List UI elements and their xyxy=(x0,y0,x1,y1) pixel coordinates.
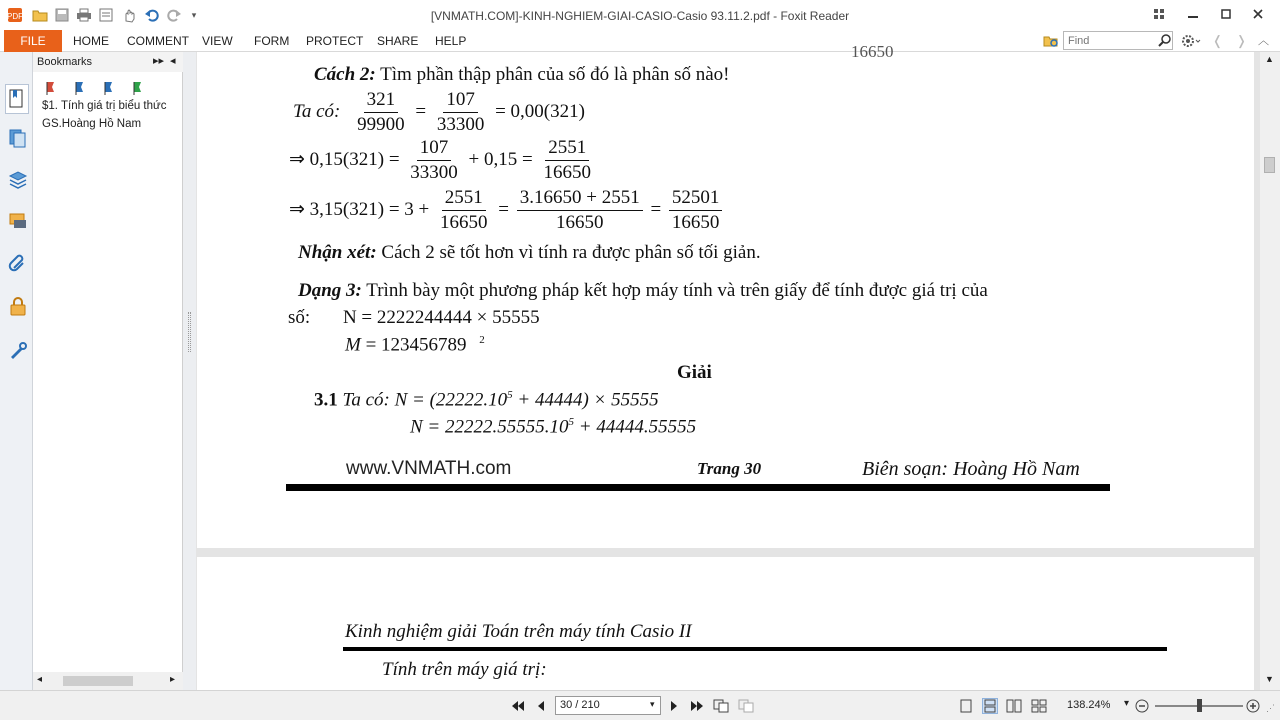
footer-site: www.VNMATH.com xyxy=(346,458,512,479)
first-page-icon[interactable] xyxy=(510,698,526,714)
find-box xyxy=(1063,31,1173,50)
resize-grip-icon[interactable]: ⋰ xyxy=(1266,703,1275,713)
equation-line-1: Ta có: $\frac{321}{99900}$ = $\frac{107}{33300}$ = 0,00(321) xyxy=(293,89,585,135)
find-input[interactable] xyxy=(1064,32,1154,49)
minimize-icon[interactable] xyxy=(1179,4,1207,24)
m-line: M = 123456789 $^2$ xyxy=(345,334,485,356)
single-page-view-icon[interactable] xyxy=(958,698,974,714)
giai-heading: Giải xyxy=(677,362,712,383)
equation-line-2: ⇒ 0,15(321) = $\frac{107}{33300}$ + 0,15 = $\frac{2551}{16650}$ xyxy=(289,137,591,183)
document-view xyxy=(196,42,1260,690)
find-next-icon[interactable]: ❭ xyxy=(1236,33,1247,48)
ribbon-collapse-icon[interactable]: ︿ xyxy=(1258,35,1269,47)
zoom-out-icon[interactable] xyxy=(1134,698,1150,714)
window-title: [VNMATH.COM]-KINH-NGHIEM-GIAI-CASIO-Casio 93.11.2.pdf - Foxit Reader xyxy=(430,9,850,23)
customize-quick-access-icon[interactable]: ▾ xyxy=(191,9,197,20)
restore-ribbon-icon[interactable] xyxy=(1145,4,1173,24)
svg-text:PDF: PDF xyxy=(7,12,23,21)
vertical-scrollbar[interactable] xyxy=(1260,52,1280,690)
comments-panel-icon[interactable] xyxy=(8,212,28,232)
status-bar xyxy=(0,690,1280,720)
partial-text: 16650 xyxy=(851,42,894,61)
scroll-left-icon[interactable]: ◂ xyxy=(37,674,43,685)
hscroll-thumb[interactable] xyxy=(63,676,133,686)
scroll-right-icon[interactable]: ▸ xyxy=(170,674,176,685)
next-page-icon[interactable] xyxy=(666,698,682,714)
bookmarks-title: Bookmarks xyxy=(37,56,93,68)
attachments-panel-icon[interactable] xyxy=(8,254,28,274)
find-previous-icon[interactable]: ❬ xyxy=(1212,33,1223,48)
zoom-level[interactable]: 138.24% xyxy=(1067,699,1111,711)
bookmark-new-icon[interactable] xyxy=(42,79,60,97)
close-icon[interactable] xyxy=(1244,4,1272,24)
continuous-facing-view-icon[interactable] xyxy=(1031,698,1047,714)
next-view-icon[interactable] xyxy=(738,698,754,714)
pdf-page-31 xyxy=(197,557,1254,707)
title-bar xyxy=(0,0,1280,30)
bookmark-expand-icon[interactable] xyxy=(71,79,89,97)
header-rule xyxy=(343,647,1167,651)
continuous-view-icon[interactable] xyxy=(982,698,998,714)
page-dropdown-icon[interactable]: ▾ xyxy=(650,699,655,709)
pdf-page-30 xyxy=(197,42,1254,548)
zoom-in-icon[interactable] xyxy=(1245,698,1261,714)
page-number-value: 30 / 210 xyxy=(560,699,600,711)
expand-panel-icon[interactable]: ▸▸ xyxy=(153,55,165,67)
bookmark-goto-icon[interactable] xyxy=(100,79,118,97)
search-folder-icon[interactable] xyxy=(1043,33,1059,49)
search-icon[interactable] xyxy=(1158,33,1172,47)
footer-rule xyxy=(286,484,1110,491)
scroll-down-icon[interactable]: ▼ xyxy=(1265,674,1274,684)
nhanxet-line: Nhận xét: Cách 2 sẽ tốt hơn vì tính ra được phân số tối giản. xyxy=(298,242,761,263)
zoom-slider-thumb[interactable] xyxy=(1197,699,1202,712)
facing-view-icon[interactable] xyxy=(1006,698,1022,714)
so-line: số: N = 2222244444 × 55555 xyxy=(288,307,540,328)
equation-line-3: ⇒ 3,15(321) = 3 + $\frac{2551}{16650}$ = $\frac{3.16650 + 2551}{16650}$ = $\frac{52501}{16650}$ xyxy=(289,186,725,235)
previous-view-icon[interactable] xyxy=(713,698,729,714)
tab-home[interactable]: HOME xyxy=(73,34,109,48)
tab-form[interactable]: FORM xyxy=(254,34,290,48)
step-3-1-line-1: 3.1 Ta có: $N = (22222.10^5 + 44444) \times 55555$ xyxy=(314,389,659,411)
layers-panel-icon[interactable] xyxy=(8,170,28,190)
bookmarks-panel xyxy=(33,52,183,690)
bookmarks-header xyxy=(33,52,183,72)
signature-tools-icon[interactable] xyxy=(8,340,28,360)
page-header-title: Kinh nghiệm giải Toán trên máy tính Casio II xyxy=(345,621,692,642)
tab-help[interactable]: HELP xyxy=(435,34,467,48)
footer-author: Biên soạn: Hoàng Hồ Nam xyxy=(862,458,1080,480)
pages-panel-icon[interactable] xyxy=(8,128,28,148)
previous-page-icon[interactable] xyxy=(533,698,549,714)
tab-share[interactable]: SHARE xyxy=(377,34,419,48)
tab-protect[interactable]: PROTECT xyxy=(306,34,364,48)
bookmark-item[interactable]: $1. Tính giá trị biểu thức xyxy=(42,100,167,112)
maximize-icon[interactable] xyxy=(1212,4,1240,24)
vscroll-thumb[interactable] xyxy=(1264,157,1275,173)
step-3-1-line-2: $N = 22222.55555.10^5 + 44444.55555$ xyxy=(410,416,697,438)
scroll-up-icon[interactable]: ▲ xyxy=(1265,54,1274,64)
section-subtitle: Tính trên máy giá trị: xyxy=(382,659,547,680)
last-page-icon[interactable] xyxy=(689,698,705,714)
tab-view[interactable]: VIEW xyxy=(202,34,233,48)
page-number-field[interactable] xyxy=(555,696,661,715)
file-menu-button[interactable]: FILE xyxy=(4,30,62,52)
tab-comment[interactable]: COMMENT xyxy=(127,34,189,48)
collapse-panel-icon[interactable]: ◂ xyxy=(170,55,176,67)
zoom-dropdown-icon[interactable]: ▾ xyxy=(1124,698,1130,709)
bookmark-item[interactable]: GS.Hoàng Hồ Nam xyxy=(42,118,142,130)
bookmarks-hscroll[interactable] xyxy=(33,672,183,690)
navigation-panel-strip xyxy=(0,52,33,690)
footer-page-number: Trang 30 xyxy=(697,459,762,478)
cach2-line: Cách 2: Tìm phần thập phân của số đó là phân số nào! xyxy=(314,64,730,85)
settings-gear-icon[interactable] xyxy=(1180,33,1202,49)
bookmark-find-icon[interactable] xyxy=(129,79,147,97)
dang3-line: Dạng 3: Trình bày một phương pháp kết hợp máy tính và trên giấy để tính được giá trị của xyxy=(298,280,988,301)
panel-splitter[interactable] xyxy=(183,52,196,690)
bookmarks-panel-icon[interactable] xyxy=(5,84,29,114)
security-lock-icon[interactable] xyxy=(8,296,28,316)
